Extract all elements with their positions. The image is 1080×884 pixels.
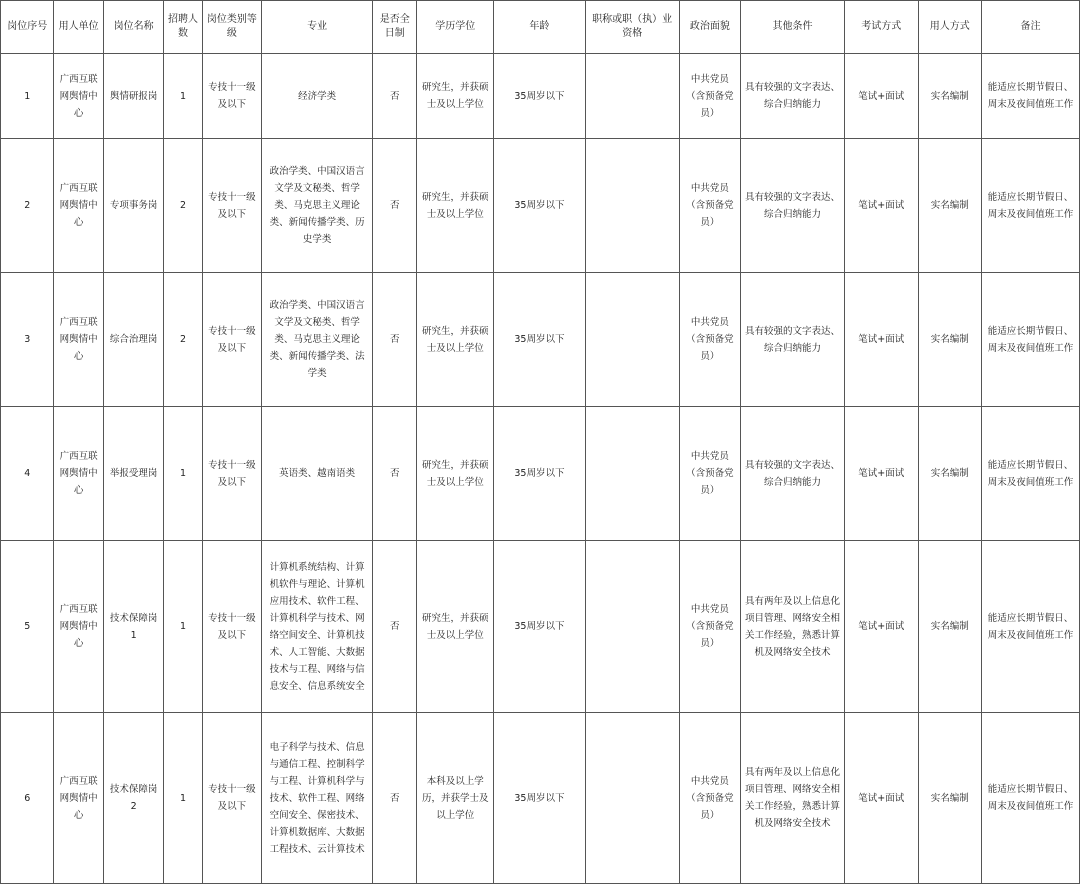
cell-mode: 实名编制 [918,54,982,139]
cell-major: 英语类、越南语类 [262,407,373,541]
cell-major: 政治学类、中国汉语言文学及文秘类、哲学类、马克思主义理论类、新闻传播学类、历史学类 [262,139,373,273]
cell-unit: 广西互联网舆情中心 [54,541,103,713]
cell-title [585,54,679,139]
cell-remark: 能适应长期节假日、周末及夜间值班工作 [982,139,1080,273]
cell-post: 舆情研报岗 [103,54,164,139]
cell-grade: 专技十一级及以下 [202,273,261,407]
cell-title [585,541,679,713]
cell-no: 2 [1,139,54,273]
cell-political: 中共党员（含预备党员） [679,541,741,713]
table-row [1,407,1080,541]
cell-count: 2 [164,273,202,407]
cell-no: 3 [1,273,54,407]
cell-title [585,273,679,407]
cell-fulltime: 否 [373,139,417,273]
cell-age: 35周岁以下 [494,139,586,273]
cell-degree: 本科及以上学历，并获学士及以上学位 [417,713,494,884]
cell-grade: 专技十一级及以下 [202,541,261,713]
cell-mode: 实名编制 [918,713,982,884]
table-row [1,273,1080,407]
cell-age: 35周岁以下 [494,407,586,541]
cell-fulltime: 否 [373,407,417,541]
cell-mode: 实名编制 [918,273,982,407]
table-row [1,713,1080,884]
cell-unit: 广西互联网舆情中心 [54,407,103,541]
cell-major: 计算机系统结构、计算机软件与理论、计算机应用技术、软件工程、计算机科学与技术、网络空间安全、计算机技术、人工智能、大数据技术与工程、网络与信息安全、信息系统安全 [262,541,373,713]
table-row [1,54,1080,139]
cell-remark: 能适应长期节假日、周末及夜间值班工作 [982,407,1080,541]
header-other: 其他条件 [741,1,845,54]
cell-count: 1 [164,407,202,541]
cell-political: 中共党员（含预备党员） [679,273,741,407]
cell-grade: 专技十一级及以下 [202,713,261,884]
header-degree: 学历学位 [417,1,494,54]
cell-post: 技术保障岗2 [103,713,164,884]
cell-post: 专项事务岗 [103,139,164,273]
cell-post: 综合治理岗 [103,273,164,407]
cell-age: 35周岁以下 [494,541,586,713]
cell-major: 经济学类 [262,54,373,139]
header-grade: 岗位类别等级 [202,1,261,54]
cell-age: 35周岁以下 [494,54,586,139]
header-age: 年龄 [494,1,586,54]
cell-political: 中共党员（含预备党员） [679,139,741,273]
cell-other: 具有较强的文字表达、综合归纳能力 [741,54,845,139]
cell-fulltime: 否 [373,273,417,407]
cell-other: 具有较强的文字表达、综合归纳能力 [741,407,845,541]
cell-grade: 专技十一级及以下 [202,139,261,273]
header-post: 岗位名称 [103,1,164,54]
header-remark: 备注 [982,1,1080,54]
cell-post: 举报受理岗 [103,407,164,541]
cell-exam: 笔试+面试 [844,541,918,713]
header-count: 招聘人数 [164,1,202,54]
cell-political: 中共党员（含预备党员） [679,407,741,541]
cell-count: 2 [164,139,202,273]
cell-count: 1 [164,713,202,884]
cell-mode: 实名编制 [918,541,982,713]
cell-other: 具有较强的文字表达、综合归纳能力 [741,139,845,273]
cell-degree: 研究生，并获硕士及以上学位 [417,407,494,541]
cell-grade: 专技十一级及以下 [202,54,261,139]
cell-title [585,407,679,541]
cell-exam: 笔试+面试 [844,407,918,541]
cell-degree: 研究生，并获硕士及以上学位 [417,139,494,273]
cell-major: 政治学类、中国汉语言文学及文秘类、哲学类、马克思主义理论类、新闻传播学类、法学类 [262,273,373,407]
header-major: 专业 [262,1,373,54]
cell-other: 具有两年及以上信息化项目管理、网络安全相关工作经验，熟悉计算机及网络安全技术 [741,713,845,884]
cell-no: 4 [1,407,54,541]
cell-mode: 实名编制 [918,407,982,541]
cell-mode: 实名编制 [918,139,982,273]
header-fulltime: 是否全日制 [373,1,417,54]
header-row [1,1,1080,54]
cell-political: 中共党员（含预备党员） [679,713,741,884]
cell-age: 35周岁以下 [494,713,586,884]
header-unit: 用人单位 [54,1,103,54]
cell-remark: 能适应长期节假日、周末及夜间值班工作 [982,713,1080,884]
cell-fulltime: 否 [373,713,417,884]
cell-post: 技术保障岗1 [103,541,164,713]
cell-no: 1 [1,54,54,139]
cell-fulltime: 否 [373,541,417,713]
table-row [1,139,1080,273]
cell-unit: 广西互联网舆情中心 [54,273,103,407]
header-mode: 用人方式 [918,1,982,54]
cell-count: 1 [164,54,202,139]
cell-remark: 能适应长期节假日、周末及夜间值班工作 [982,273,1080,407]
header-no: 岗位序号 [1,1,54,54]
cell-exam: 笔试+面试 [844,713,918,884]
header-political: 政治面貌 [679,1,741,54]
cell-political: 中共党员（含预备党员） [679,54,741,139]
header-title: 职称或职（执）业资格 [585,1,679,54]
cell-degree: 研究生，并获硕士及以上学位 [417,54,494,139]
cell-unit: 广西互联网舆情中心 [54,54,103,139]
cell-no: 6 [1,713,54,884]
cell-degree: 研究生，并获硕士及以上学位 [417,273,494,407]
cell-remark: 能适应长期节假日、周末及夜间值班工作 [982,54,1080,139]
cell-grade: 专技十一级及以下 [202,407,261,541]
cell-remark: 能适应长期节假日、周末及夜间值班工作 [982,541,1080,713]
header-exam: 考试方式 [844,1,918,54]
cell-exam: 笔试+面试 [844,54,918,139]
cell-no: 5 [1,541,54,713]
cell-fulltime: 否 [373,54,417,139]
cell-other: 具有较强的文字表达、综合归纳能力 [741,273,845,407]
cell-major: 电子科学与技术、信息与通信工程、控制科学与工程、计算机科学与技术、软件工程、网络空间安全、保密技术、计算机数据库、大数据工程技术、云计算技术 [262,713,373,884]
cell-exam: 笔试+面试 [844,139,918,273]
cell-title [585,139,679,273]
cell-title [585,713,679,884]
cell-count: 1 [164,541,202,713]
cell-degree: 研究生，并获硕士及以上学位 [417,541,494,713]
table-row [1,541,1080,713]
cell-other: 具有两年及以上信息化项目管理、网络安全相关工作经验，熟悉计算机及网络安全技术 [741,541,845,713]
cell-unit: 广西互联网舆情中心 [54,713,103,884]
cell-age: 35周岁以下 [494,273,586,407]
cell-exam: 笔试+面试 [844,273,918,407]
cell-unit: 广西互联网舆情中心 [54,139,103,273]
